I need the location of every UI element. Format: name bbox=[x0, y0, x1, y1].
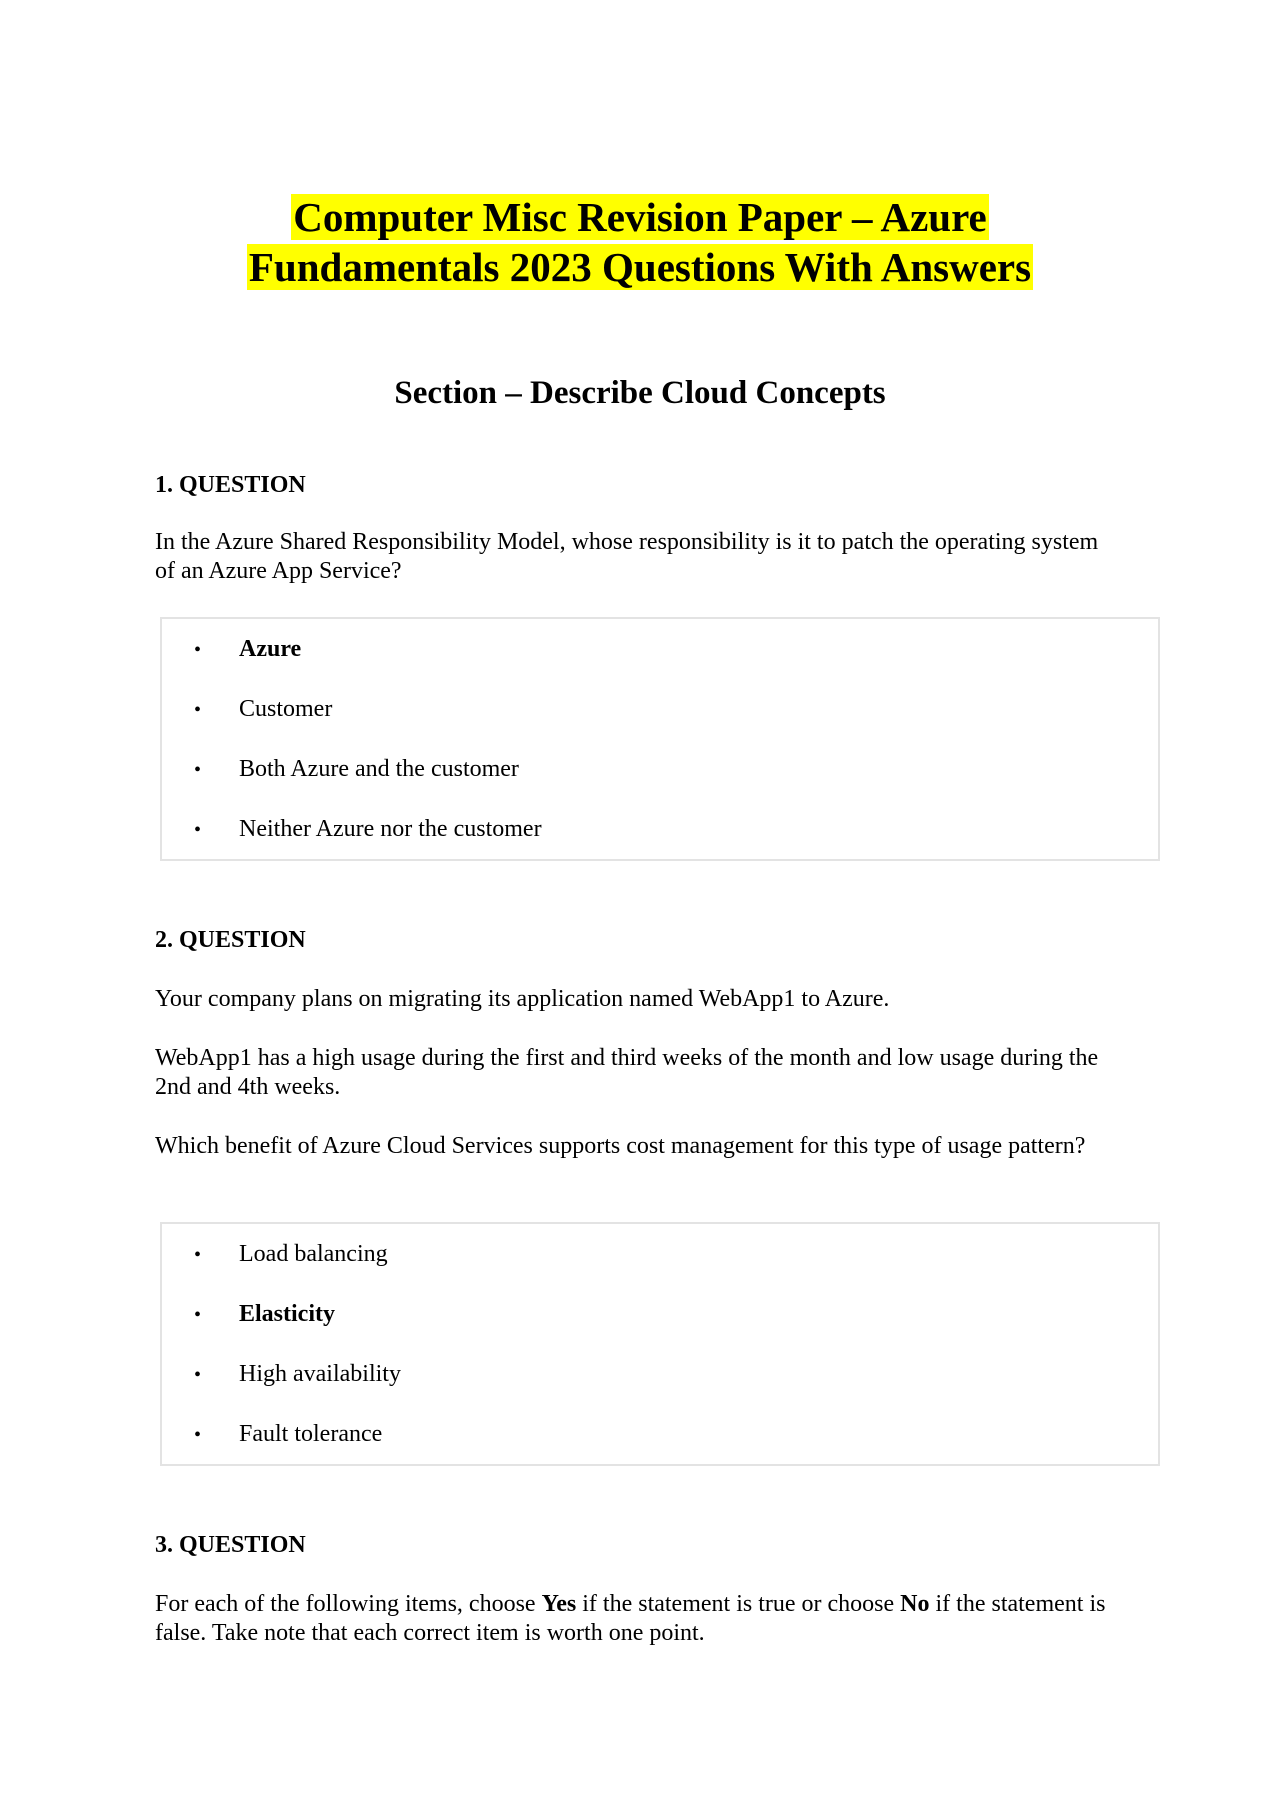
question-2-text-2: WebApp1 has a high usage during the first and third weeks of the month and low usage during the 2nd and 4th weeks. bbox=[155, 1045, 1099, 1100]
bullet-icon: • bbox=[194, 1364, 202, 1386]
question-2-text-3: Which benefit of Azure Cloud Services supports cost management for this type of usage pattern? bbox=[155, 1133, 1086, 1159]
option-item: • Elasticity bbox=[194, 1299, 335, 1330]
document-title bbox=[150, 192, 1130, 292]
question-1-text: In the Azure Shared Responsibility Model, whose responsibility is it to patch the operating system of an Azure App Service? bbox=[155, 529, 1099, 584]
question-1-label: 1. QUESTION bbox=[155, 472, 306, 498]
option-item: • High availability bbox=[194, 1359, 401, 1390]
section-heading: Section – Describe Cloud Concepts bbox=[394, 375, 886, 411]
title-line-2: Fundamentals 2023 Questions With Answers bbox=[248, 244, 1032, 290]
option-item: • Fault tolerance bbox=[194, 1419, 382, 1450]
bullet-icon: • bbox=[194, 1244, 202, 1266]
option-item: • Azure bbox=[194, 634, 301, 665]
question-2-options bbox=[160, 1222, 1160, 1466]
question-2-text-1: Your company plans on migrating its application named WebApp1 to Azure. bbox=[155, 986, 890, 1012]
question-3-text: For each of the following items, choose Yes if the statement is true or choose No if the statement is false. Take note that each correct item is worth one point. bbox=[155, 1591, 1106, 1646]
bullet-icon: • bbox=[194, 1304, 202, 1326]
question-2-label: 2. QUESTION bbox=[155, 927, 306, 953]
title-line-1: Computer Misc Revision Paper – Azure bbox=[293, 194, 987, 240]
bullet-icon: • bbox=[194, 639, 202, 661]
bullet-icon: • bbox=[194, 1424, 202, 1446]
bullet-icon: • bbox=[194, 819, 202, 841]
bullet-icon: • bbox=[194, 699, 202, 721]
question-1-options bbox=[160, 617, 1160, 861]
option-item: • Customer bbox=[194, 694, 332, 725]
bullet-icon: • bbox=[194, 759, 202, 781]
option-item: • Neither Azure nor the customer bbox=[194, 814, 542, 845]
question-3-label: 3. QUESTION bbox=[155, 1532, 306, 1558]
option-item: • Load balancing bbox=[194, 1239, 388, 1270]
option-item: • Both Azure and the customer bbox=[194, 754, 519, 785]
